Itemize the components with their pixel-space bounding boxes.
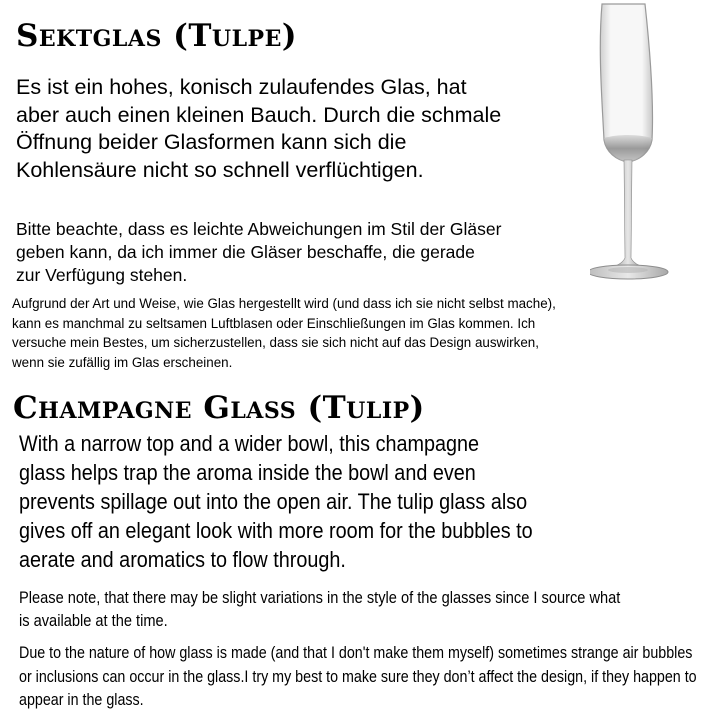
german-description-line: Es ist ein hohes, konisch zulaufendes Glas, hat — [16, 75, 467, 99]
champagne-flute-icon — [590, 0, 720, 290]
german-description-line: aber auch einen kleinen Bauch. Durch die schmale — [16, 102, 502, 127]
german-heading: Sektglas (Tulpe) — [16, 18, 298, 54]
german-note-line: zur Verfügung stehen. — [16, 265, 188, 285]
english-note-line: is available at the time. — [19, 611, 168, 630]
german-note — [16, 218, 501, 287]
english-note-line: Please note, that there may be slight variations in the style of the glasses since I source what — [19, 588, 621, 607]
german-disclaimer — [12, 294, 556, 372]
german-disclaimer-line: kann es manchmal zu seltsamen Luftblasen oder Einschließungen im Glas kommen. Ich — [12, 315, 536, 331]
english-description-line: glass helps trap the aroma inside the bowl and even — [19, 460, 476, 485]
german-note-line: geben kann, da ich immer die Gläser beschaffe, die gerade — [16, 242, 475, 262]
english-heading: Champagne Glass (Tulip) — [13, 390, 425, 426]
english-description-line: aerate and aromatics to flow through. — [19, 547, 346, 572]
german-disclaimer-line: Aufgrund der Art und Weise, wie Glas hergestellt wird (und dass ich sie nicht selbst mache), — [12, 296, 556, 311]
english-note — [19, 586, 620, 632]
english-description — [19, 429, 533, 574]
german-description-line: Kohlensäure nicht so schnell verflüchtigen. — [16, 157, 424, 182]
german-description-line: Öffnung beider Glasformen kann sich die — [16, 130, 407, 154]
english-description-line: prevents spillage out into the open air. The tulip glass also — [19, 489, 528, 514]
english-description-line: gives off an elegant look with more room for the bubbles to — [19, 518, 533, 543]
english-description-line: With a narrow top and a wider bowl, this champagne — [19, 431, 480, 456]
german-note-line: Bitte beachte, dass es leichte Abweichungen im Stil der Gläser — [16, 219, 502, 239]
english-disclaimer-line: Due to the nature of how glass is made (and that I don't make them myself) sometimes strange air bubbles — [19, 643, 693, 662]
german-disclaimer-line: wenn sie zufällig im Glas erscheinen. — [12, 354, 233, 370]
german-disclaimer-line: versuche mein Bestes, um sicherzustellen, dass sie sich nicht auf das Design auswirken, — [12, 335, 539, 350]
champagne-glass-image — [590, 0, 720, 290]
english-disclaimer-line: appear in the glass. — [19, 690, 144, 709]
english-disclaimer — [19, 641, 697, 712]
english-disclaimer-line: or inclusions can occur in the glass.I try my best to make sure they don’t affect the design, if they happen to — [19, 666, 697, 686]
german-description — [16, 74, 501, 184]
